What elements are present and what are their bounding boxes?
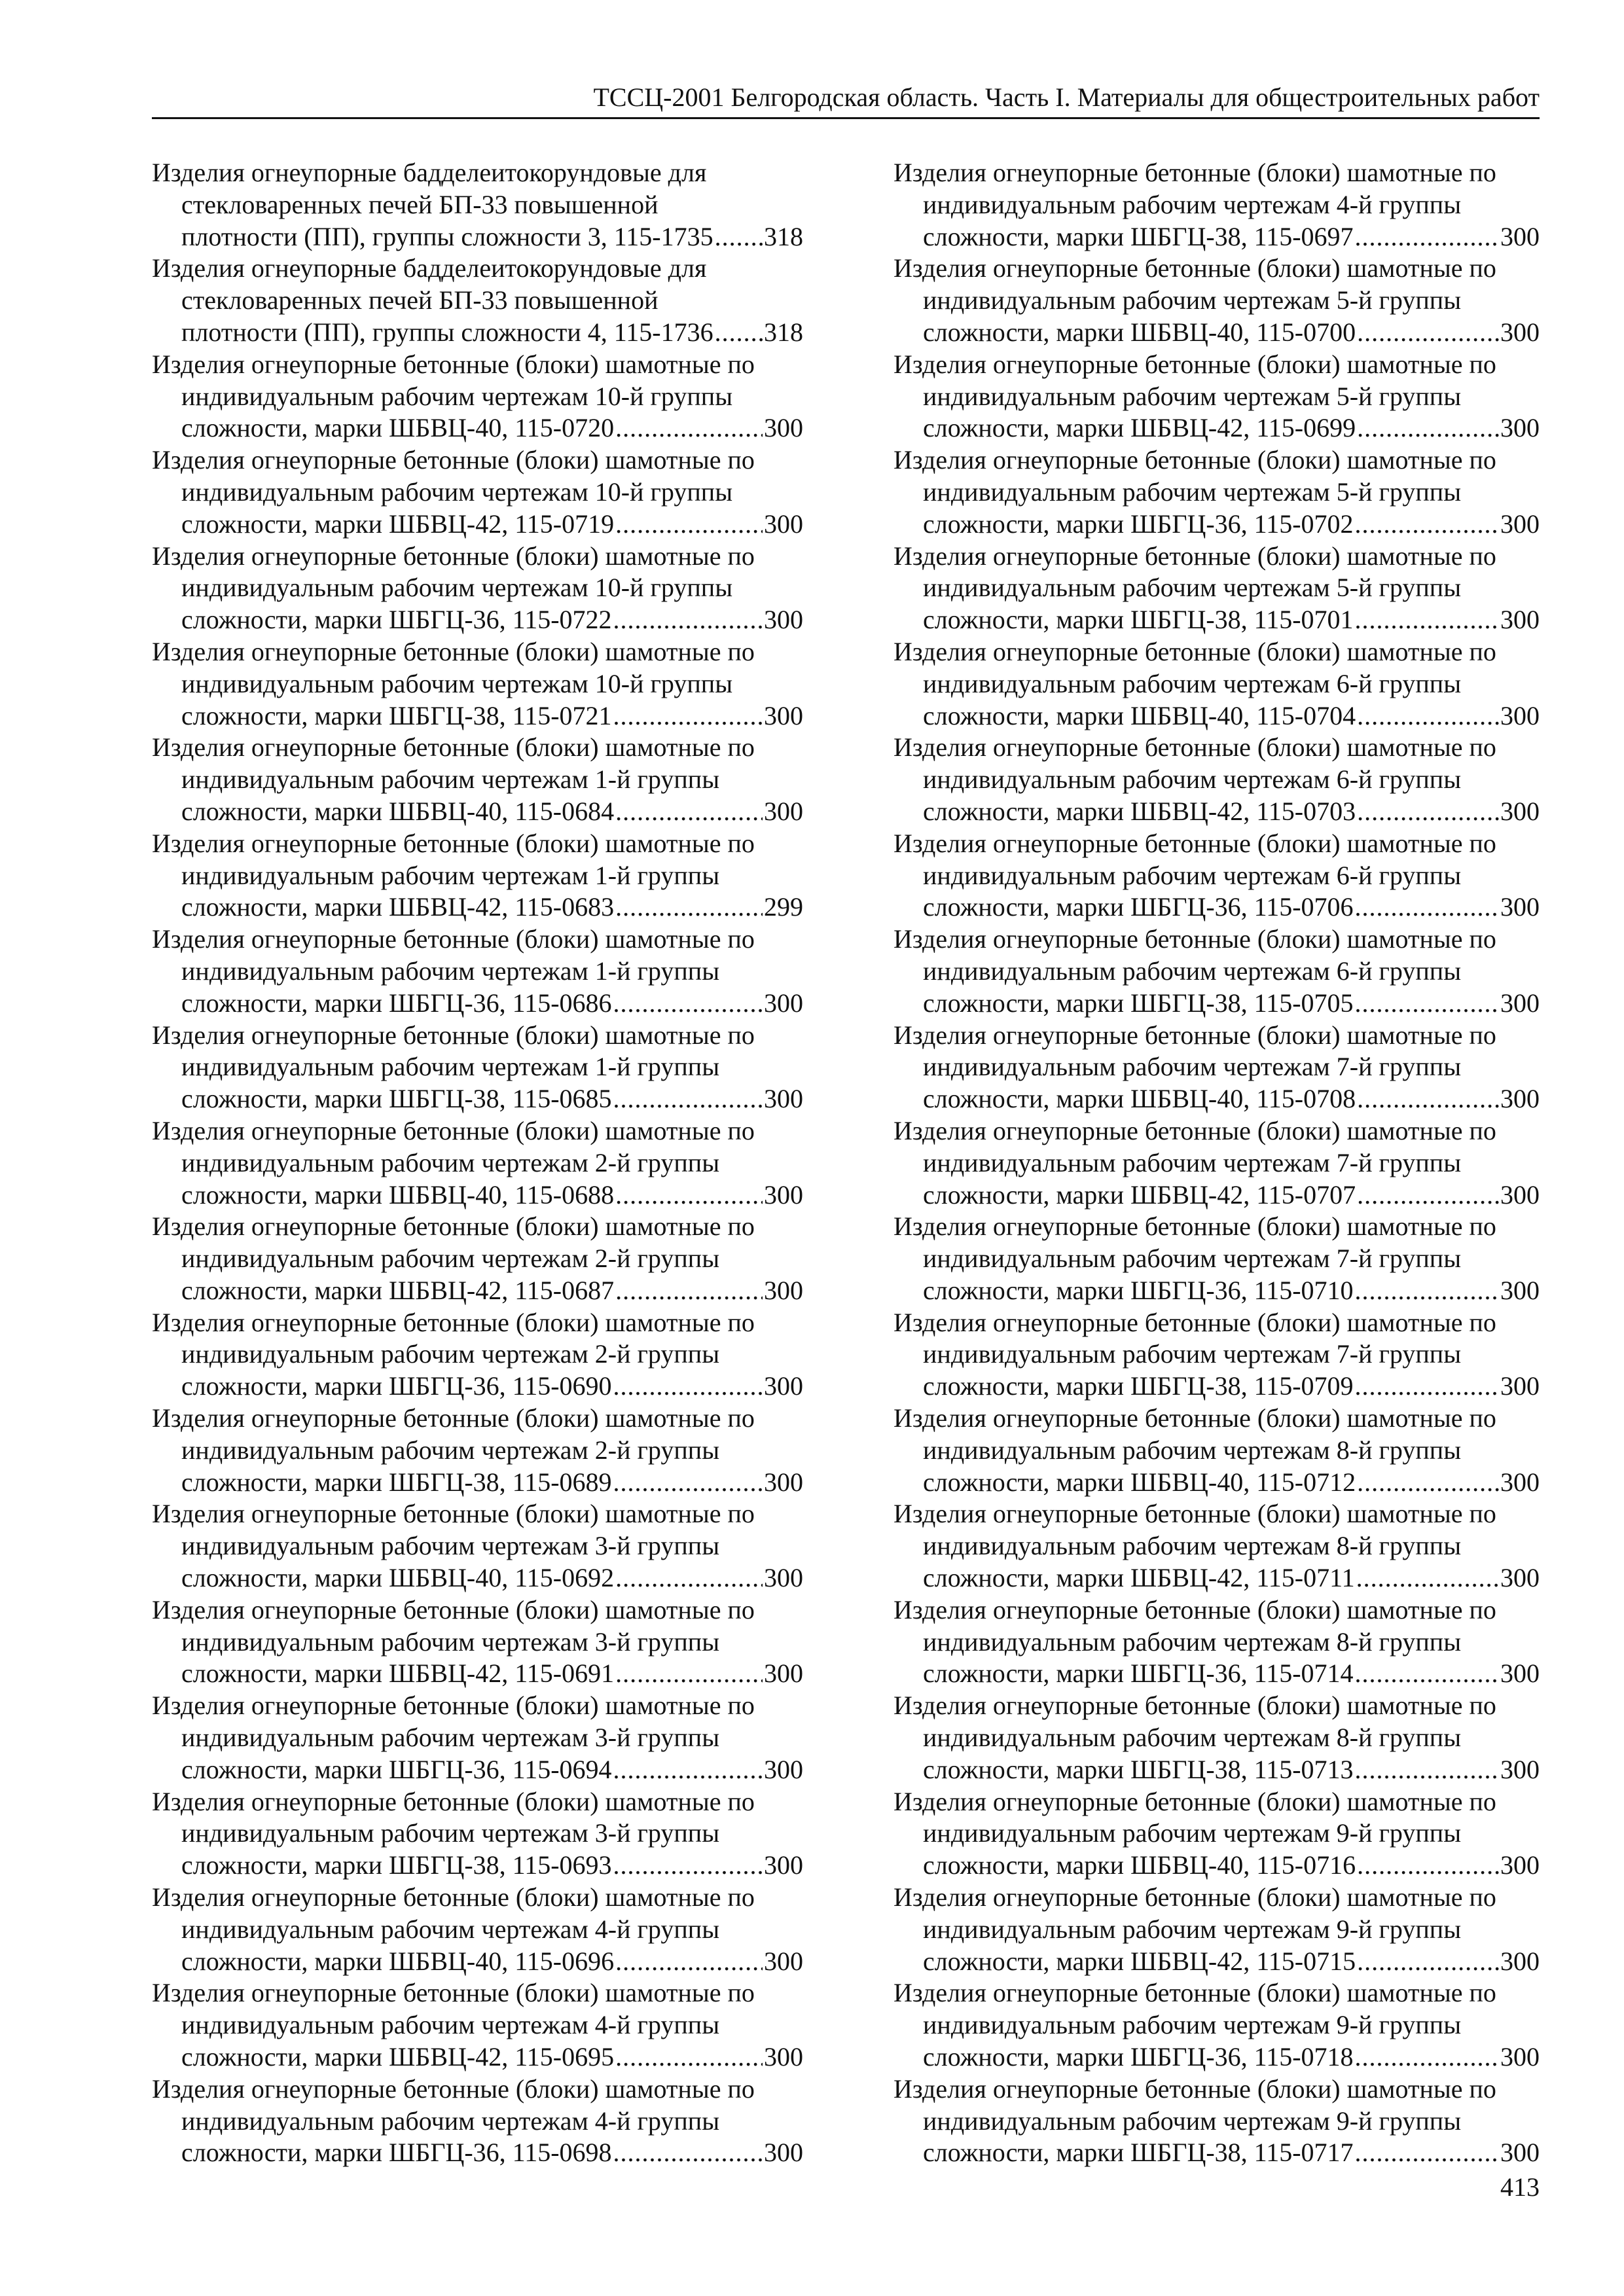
- entry-last-line: [893, 1179, 1540, 1211]
- entry-text-line: индивидуальным рабочим чертежам 4-й группы: [181, 2106, 720, 2136]
- entry-text-line: сложности, марки ШБГЦ-38, 115-0689: [181, 1467, 612, 1497]
- entry-text-line: Изделия огнеупорные бетонные (блоки) шамотные по: [893, 253, 1496, 283]
- index-entry: [152, 636, 803, 732]
- dot-leader: [1356, 1562, 1499, 1594]
- entry-text-line: Изделия огнеупорные бетонные (блоки) шамотные по: [152, 1594, 755, 1624]
- entry-last-line: [893, 1275, 1540, 1307]
- entry-text-line: индивидуальным рабочим чертежам 7-й группы: [923, 1339, 1462, 1369]
- entry-text-line: индивидуальным рабочим чертежам 8-й группы: [923, 1626, 1462, 1657]
- entry-page-number: 300: [1500, 1946, 1540, 1976]
- dot-leader: [613, 1083, 763, 1115]
- entry-page-number: 300: [764, 1084, 803, 1114]
- entry-text-line: сложности, марки ШБГЦ-38, 115-0701: [923, 605, 1354, 635]
- dot-leader: [615, 412, 763, 444]
- entry-text-line: Изделия огнеупорные бетонные (блоки) шамотные по: [893, 158, 1496, 187]
- index-entry: [893, 1307, 1540, 1403]
- dot-leader: [1355, 2041, 1499, 2073]
- entry-page-number: 300: [764, 1850, 803, 1880]
- entry-text-line: индивидуальным рабочим чертежам 2-й группы: [181, 1339, 720, 1369]
- entry-last-line: [152, 221, 803, 253]
- entry-text-line: Изделия огнеупорные бетонные (блоки) шамотные по: [893, 2073, 1496, 2104]
- entry-page-number: 300: [764, 1275, 803, 1305]
- entry-page-number: 300: [764, 413, 803, 443]
- entry-last-line: [152, 1658, 803, 1690]
- entry-page-number: 299: [764, 892, 803, 922]
- entry-text-line: индивидуальным рабочим чертежам 8-й группы: [923, 1531, 1462, 1561]
- entry-page-number: 300: [764, 2042, 803, 2072]
- index-entry: [893, 636, 1540, 732]
- entry-text-line: сложности, марки ШБВЦ-40, 115-0692: [181, 1563, 615, 1593]
- entry-text-line: индивидуальным рабочим чертежам 3-й группы: [181, 1626, 720, 1657]
- index-entry: [152, 828, 803, 924]
- index-entry: [893, 924, 1540, 1019]
- entry-page-number: 318: [764, 221, 803, 251]
- entry-text-line: плотности (ПП), группы сложности 3, 115-1735: [181, 221, 713, 251]
- entry-text-line: индивидуальным рабочим чертежам 5-й группы: [923, 381, 1462, 411]
- entry-text-line: индивидуальным рабочим чертежам 9-й группы: [923, 1914, 1462, 1944]
- entry-last-line: [893, 1083, 1540, 1115]
- entry-text-line: Изделия огнеупорные бетонные (блоки) шамотные по: [893, 1020, 1496, 1050]
- entry-page-number: 300: [764, 988, 803, 1018]
- index-entry: [152, 157, 803, 253]
- entry-text-line: индивидуальным рабочим чертежам 8-й группы: [923, 1723, 1462, 1753]
- entry-text-line: Изделия огнеупорные бетонные (блоки) шамотные по: [152, 1786, 755, 1816]
- entry-text-line: Изделия огнеупорные бетонные (блоки) шамотные по: [152, 1499, 755, 1529]
- dot-leader: [615, 509, 763, 541]
- entry-text-line: индивидуальным рабочим чертежам 9-й группы: [923, 2010, 1462, 2040]
- entry-text-line: Изделия огнеупорные бетонные (блоки) шамотные по: [152, 828, 755, 858]
- entry-last-line: [152, 1467, 803, 1499]
- entry-text-line: индивидуальным рабочим чертежам 7-й группы: [923, 1147, 1462, 1177]
- entry-page-number: 300: [1500, 1467, 1540, 1497]
- entry-text-line: Изделия огнеупорные бетонные (блоки) шамотные по: [893, 349, 1496, 379]
- entry-last-line: [152, 700, 803, 732]
- dot-leader: [1355, 2137, 1499, 2169]
- index-entry: [152, 541, 803, 636]
- entry-last-line: [152, 891, 803, 924]
- index-entry: [152, 1594, 803, 1690]
- entry-text-line: индивидуальным рабочим чертежам 6-й группы: [923, 668, 1462, 698]
- running-header: ТССЦ-2001 Белгородская область. Часть I. Материалы для общестроительных работ: [593, 82, 1540, 112]
- entry-text-line: индивидуальным рабочим чертежам 5-й группы: [923, 573, 1462, 603]
- entry-text-line: сложности, марки ШБВЦ-40, 115-0700: [923, 317, 1356, 347]
- entry-last-line: [152, 317, 803, 349]
- entry-text-line: плотности (ПП), группы сложности 4, 115-1736: [181, 317, 713, 347]
- index-entry: [893, 157, 1540, 253]
- dot-leader: [613, 1467, 763, 1499]
- entry-text-line: индивидуальным рабочим чертежам 1-й группы: [181, 1052, 720, 1082]
- entry-text-line: сложности, марки ШБВЦ-42, 115-0699: [923, 413, 1356, 443]
- index-entry: [152, 1211, 803, 1306]
- entry-text-line: сложности, марки ШБВЦ-42, 115-0687: [181, 1275, 615, 1305]
- dot-leader: [1357, 317, 1499, 349]
- entry-last-line: [893, 221, 1540, 253]
- entry-text-line: сложности, марки ШБВЦ-42, 115-0695: [181, 2042, 615, 2072]
- entry-text-line: индивидуальным рабочим чертежам 7-й группы: [923, 1244, 1462, 1274]
- index-entry: [152, 444, 803, 540]
- entry-text-line: Изделия огнеупорные бадделеитокорундовые для: [152, 253, 707, 283]
- entry-page-number: 300: [1500, 1084, 1540, 1114]
- entry-last-line: [893, 509, 1540, 541]
- entry-text-line: сложности, марки ШБГЦ-38, 115-0705: [923, 988, 1354, 1018]
- entry-text-line: сложности, марки ШБВЦ-42, 115-0719: [181, 509, 615, 539]
- entry-text-line: сложности, марки ШБВЦ-40, 115-0684: [181, 796, 615, 826]
- dot-leader: [1355, 891, 1499, 924]
- entry-text-line: сложности, марки ШБГЦ-36, 115-0710: [923, 1275, 1354, 1305]
- entry-last-line: [893, 1850, 1540, 1882]
- entry-text-line: сложности, марки ШБГЦ-36, 115-0686: [181, 988, 612, 1018]
- entry-page-number: 318: [764, 317, 803, 347]
- index-entry: [893, 1211, 1540, 1306]
- entry-text-line: индивидуальным рабочим чертежам 6-й группы: [923, 956, 1462, 986]
- entry-text-line: индивидуальным рабочим чертежам 10-й группы: [181, 573, 733, 603]
- entry-text-line: Изделия огнеупорные бетонные (блоки) шамотные по: [893, 1691, 1496, 1721]
- entry-text-line: индивидуальным рабочим чертежам 3-й группы: [181, 1531, 720, 1561]
- entry-last-line: [893, 317, 1540, 349]
- entry-last-line: [152, 604, 803, 636]
- entry-text-line: сложности, марки ШБВЦ-40, 115-0704: [923, 700, 1356, 730]
- entry-last-line: [893, 796, 1540, 828]
- dot-leader: [1357, 412, 1499, 444]
- index-entry: [893, 444, 1540, 540]
- index-entry: [893, 541, 1540, 636]
- entry-last-line: [152, 1083, 803, 1115]
- dot-leader: [1357, 1467, 1499, 1499]
- header-rule: [152, 117, 1540, 119]
- entry-text-line: сложности, марки ШБГЦ-38, 115-0713: [923, 1754, 1354, 1784]
- dot-leader: [1355, 988, 1499, 1020]
- entry-last-line: [893, 412, 1540, 444]
- entry-text-line: Изделия огнеупорные бетонные (блоки) шамотные по: [152, 1691, 755, 1721]
- entry-text-line: Изделия огнеупорные бетонные (блоки) шамотные по: [893, 1499, 1496, 1529]
- entry-text-line: Изделия огнеупорные бетонные (блоки) шамотные по: [893, 1211, 1496, 1242]
- entry-text-line: Изделия огнеупорные бетонные (блоки) шамотные по: [152, 732, 755, 762]
- index-entry: [152, 253, 803, 348]
- entry-page-number: 300: [1500, 2042, 1540, 2072]
- entry-text-line: сложности, марки ШБГЦ-36, 115-0698: [181, 2138, 612, 2168]
- entry-page-number: 300: [764, 700, 803, 730]
- index-entry: [152, 1882, 803, 1977]
- entry-text-line: индивидуальным рабочим чертежам 1-й группы: [181, 764, 720, 795]
- dot-leader: [715, 221, 763, 253]
- entry-last-line: [152, 1754, 803, 1786]
- entry-text-line: индивидуальным рабочим чертежам 3-й группы: [181, 1818, 720, 1848]
- entry-text-line: сложности, марки ШБВЦ-42, 115-0711: [923, 1563, 1355, 1593]
- entry-page-number: 300: [764, 2138, 803, 2168]
- entry-page-number: 300: [764, 509, 803, 539]
- entry-page-number: 300: [1500, 317, 1540, 347]
- entry-text-line: Изделия огнеупорные бетонные (блоки) шамотные по: [152, 1211, 755, 1242]
- entry-last-line: [893, 2041, 1540, 2073]
- entry-text-line: сложности, марки ШБГЦ-36, 115-0714: [923, 1659, 1354, 1689]
- entry-page-number: 300: [1500, 988, 1540, 1018]
- entry-last-line: [893, 1562, 1540, 1594]
- dot-leader: [613, 2137, 763, 2169]
- index-entry: [152, 1498, 803, 1594]
- index-entry: [152, 1977, 803, 2073]
- entry-last-line: [893, 1371, 1540, 1403]
- entry-text-line: сложности, марки ШБГЦ-38, 115-0693: [181, 1850, 612, 1880]
- index-entry: [893, 732, 1540, 827]
- entry-text-line: индивидуальным рабочим чертежам 1-й группы: [181, 956, 720, 986]
- entry-last-line: [152, 1275, 803, 1307]
- dot-leader: [615, 1275, 763, 1307]
- dot-leader: [615, 891, 763, 924]
- entry-text-line: индивидуальным рабочим чертежам 5-й группы: [923, 476, 1462, 507]
- entry-text-line: индивидуальным рабочим чертежам 2-й группы: [181, 1244, 720, 1274]
- entry-page-number: 300: [1500, 796, 1540, 826]
- index-entry: [152, 924, 803, 1019]
- entry-text-line: сложности, марки ШБГЦ-38, 115-0717: [923, 2138, 1354, 2168]
- entry-last-line: [893, 1754, 1540, 1786]
- dot-leader: [615, 796, 763, 828]
- entry-text-line: индивидуальным рабочим чертежам 10-й группы: [181, 381, 733, 411]
- entry-text-line: сложности, марки ШБГЦ-38, 115-0709: [923, 1371, 1354, 1401]
- page-number: 413: [1500, 2172, 1540, 2202]
- dot-leader: [715, 317, 763, 349]
- entry-text-line: Изделия огнеупорные бетонные (блоки) шамотные по: [893, 636, 1496, 666]
- entry-text-line: Изделия огнеупорные бетонные (блоки) шамотные по: [893, 1403, 1496, 1433]
- entry-text-line: индивидуальным рабочим чертежам 10-й группы: [181, 476, 733, 507]
- entry-page-number: 300: [1500, 1179, 1540, 1210]
- index-entry: [893, 253, 1540, 348]
- entry-page-number: 300: [764, 1467, 803, 1497]
- entry-page-number: 300: [764, 1371, 803, 1401]
- dot-leader: [1355, 1371, 1499, 1403]
- dot-leader: [1357, 1083, 1499, 1115]
- entry-text-line: индивидуальным рабочим чертежам 4-й группы: [181, 1914, 720, 1944]
- entry-text-line: сложности, марки ШБГЦ-36, 115-0718: [923, 2042, 1354, 2072]
- index-entry: [152, 1690, 803, 1785]
- entry-text-line: Изделия огнеупорные бетонные (блоки) шамотные по: [152, 1978, 755, 2008]
- index-entry: [893, 1594, 1540, 1690]
- dot-leader: [1355, 1754, 1499, 1786]
- entry-page-number: 300: [1500, 221, 1540, 251]
- entry-text-line: стекловаренных печей БП-33 повышенной: [181, 285, 659, 315]
- entry-text-line: Изделия огнеупорные бетонные (блоки) шамотные по: [152, 1403, 755, 1433]
- entry-text-line: сложности, марки ШБГЦ-38, 115-0685: [181, 1084, 612, 1114]
- entry-page-number: 300: [1500, 892, 1540, 922]
- index-entry: [152, 349, 803, 444]
- entry-text-line: Изделия огнеупорные бетонные (блоки) шамотные по: [152, 924, 755, 954]
- entry-text-line: сложности, марки ШБГЦ-36, 115-0722: [181, 605, 612, 635]
- entry-page-number: 300: [1500, 1659, 1540, 1689]
- entry-text-line: индивидуальным рабочим чертежам 4-й группы: [181, 2010, 720, 2040]
- index-column-left: [152, 157, 803, 2169]
- entry-text-line: Изделия огнеупорные бетонные (блоки) шамотные по: [893, 1115, 1496, 1145]
- entry-text-line: индивидуальным рабочим чертежам 8-й группы: [923, 1435, 1462, 1465]
- dot-leader: [615, 1946, 763, 1978]
- dot-leader: [613, 604, 763, 636]
- entry-last-line: [893, 1467, 1540, 1499]
- entry-last-line: [152, 509, 803, 541]
- entry-text-line: Изделия огнеупорные бетонные (блоки) шамотные по: [893, 1786, 1496, 1816]
- entry-last-line: [152, 1850, 803, 1882]
- index-entry: [152, 1403, 803, 1498]
- index-entry: [893, 1115, 1540, 1211]
- entry-text-line: Изделия огнеупорные бетонные (блоки) шамотные по: [152, 541, 755, 571]
- entry-text-line: Изделия огнеупорные бетонные (блоки) шамотные по: [893, 1307, 1496, 1337]
- entry-text-line: Изделия огнеупорные бетонные (блоки) шамотные по: [893, 732, 1496, 762]
- entry-text-line: Изделия огнеупорные бетонные (блоки) шамотные по: [152, 636, 755, 666]
- dot-leader: [613, 1371, 763, 1403]
- index-column-right: [893, 157, 1540, 2169]
- dot-leader: [613, 1850, 763, 1882]
- entry-page-number: 300: [764, 796, 803, 826]
- index-entry: [893, 349, 1540, 444]
- entry-page-number: 300: [1500, 1563, 1540, 1593]
- entry-text-line: сложности, марки ШБВЦ-40, 115-0716: [923, 1850, 1356, 1880]
- entry-text-line: индивидуальным рабочим чертежам 2-й группы: [181, 1147, 720, 1177]
- entry-page-number: 300: [1500, 605, 1540, 635]
- index-entry: [152, 1020, 803, 1115]
- entry-text-line: Изделия огнеупорные бадделеитокорундовые для: [152, 158, 707, 187]
- entry-last-line: [152, 1562, 803, 1594]
- entry-text-line: Изделия огнеупорные бетонные (блоки) шамотные по: [152, 1115, 755, 1145]
- dot-leader: [1355, 221, 1499, 253]
- dot-leader: [1355, 604, 1499, 636]
- index-entry: [893, 1786, 1540, 1882]
- entry-text-line: сложности, марки ШБВЦ-40, 115-0696: [181, 1946, 615, 1976]
- dot-leader: [1357, 1179, 1499, 1211]
- entry-page-number: 300: [1500, 1754, 1540, 1784]
- entry-last-line: [893, 891, 1540, 924]
- index-entry: [893, 1498, 1540, 1594]
- entry-page-number: 300: [764, 1659, 803, 1689]
- index-entry: [893, 1020, 1540, 1115]
- index-entry: [152, 2073, 803, 2169]
- entry-text-line: индивидуальным рабочим чертежам 6-й группы: [923, 860, 1462, 890]
- entry-text-line: Изделия огнеупорные бетонные (блоки) шамотные по: [893, 1594, 1496, 1624]
- entry-text-line: Изделия огнеупорные бетонные (блоки) шамотные по: [893, 1978, 1496, 2008]
- entry-text-line: индивидуальным рабочим чертежам 1-й группы: [181, 860, 720, 890]
- entry-text-line: сложности, марки ШБВЦ-42, 115-0703: [923, 796, 1356, 826]
- entry-page-number: 300: [764, 1563, 803, 1593]
- dot-leader: [613, 700, 763, 732]
- entry-last-line: [152, 988, 803, 1020]
- entry-last-line: [152, 1946, 803, 1978]
- entry-text-line: сложности, марки ШБГЦ-38, 115-0697: [923, 221, 1354, 251]
- index-entry: [893, 1977, 1540, 2073]
- entry-last-line: [893, 700, 1540, 732]
- entry-text-line: индивидуальным рабочим чертежам 3-й группы: [181, 1723, 720, 1753]
- entry-text-line: сложности, марки ШБГЦ-36, 115-0706: [923, 892, 1354, 922]
- entry-text-line: Изделия огнеупорные бетонные (блоки) шамотные по: [152, 2073, 755, 2104]
- entry-last-line: [893, 2137, 1540, 2169]
- dot-leader: [1355, 509, 1499, 541]
- entry-text-line: Изделия огнеупорные бетонные (блоки) шамотные по: [893, 828, 1496, 858]
- dot-leader: [1357, 796, 1499, 828]
- entry-text-line: сложности, марки ШБВЦ-40, 115-0688: [181, 1179, 615, 1210]
- entry-text-line: индивидуальным рабочим чертежам 9-й группы: [923, 2106, 1462, 2136]
- entry-last-line: [152, 2041, 803, 2073]
- entry-text-line: Изделия огнеупорные бетонные (блоки) шамотные по: [152, 1882, 755, 1912]
- entry-page-number: 300: [764, 605, 803, 635]
- entry-last-line: [152, 796, 803, 828]
- entry-text-line: сложности, марки ШБГЦ-36, 115-0690: [181, 1371, 612, 1401]
- entry-text-line: Изделия огнеупорные бетонные (блоки) шамотные по: [893, 445, 1496, 475]
- entry-last-line: [893, 604, 1540, 636]
- entry-page-number: 300: [1500, 509, 1540, 539]
- entry-text-line: Изделия огнеупорные бетонные (блоки) шамотные по: [152, 349, 755, 379]
- index-entry: [152, 1307, 803, 1403]
- entry-text-line: сложности, марки ШБВЦ-42, 115-0715: [923, 1946, 1356, 1976]
- entry-text-line: сложности, марки ШБВЦ-40, 115-0720: [181, 413, 615, 443]
- entry-page-number: 300: [1500, 1371, 1540, 1401]
- entry-text-line: индивидуальным рабочим чертежам 10-й группы: [181, 668, 733, 698]
- index-entry: [152, 732, 803, 827]
- entry-text-line: индивидуальным рабочим чертежам 4-й группы: [923, 189, 1462, 219]
- entry-text-line: сложности, марки ШБВЦ-40, 115-0712: [923, 1467, 1356, 1497]
- entry-last-line: [893, 988, 1540, 1020]
- dot-leader: [1357, 1850, 1499, 1882]
- entry-text-line: индивидуальным рабочим чертежам 9-й группы: [923, 1818, 1462, 1848]
- entry-text-line: Изделия огнеупорные бетонные (блоки) шамотные по: [893, 541, 1496, 571]
- entry-text-line: Изделия огнеупорные бетонные (блоки) шамотные по: [152, 445, 755, 475]
- entry-page-number: 300: [1500, 413, 1540, 443]
- entry-last-line: [893, 1658, 1540, 1690]
- dot-leader: [1355, 1658, 1499, 1690]
- dot-leader: [615, 1179, 763, 1211]
- index-entry: [893, 828, 1540, 924]
- entry-last-line: [152, 1179, 803, 1211]
- dot-leader: [1355, 1275, 1499, 1307]
- index-entry: [152, 1115, 803, 1211]
- entry-page-number: 300: [1500, 1850, 1540, 1880]
- entry-page-number: 300: [1500, 1275, 1540, 1305]
- entry-last-line: [152, 412, 803, 444]
- entry-last-line: [152, 1371, 803, 1403]
- entry-text-line: сложности, марки ШБГЦ-36, 115-0702: [923, 509, 1354, 539]
- dot-leader: [1357, 1946, 1499, 1978]
- dot-leader: [613, 988, 763, 1020]
- entry-text-line: Изделия огнеупорные бетонные (блоки) шамотные по: [893, 924, 1496, 954]
- entry-text-line: сложности, марки ШБВЦ-42, 115-0691: [181, 1659, 615, 1689]
- entry-text-line: сложности, марки ШБВЦ-42, 115-0683: [181, 892, 615, 922]
- dot-leader: [615, 2041, 763, 2073]
- index-entry: [893, 1690, 1540, 1785]
- dot-leader: [613, 1754, 763, 1786]
- dot-leader: [1357, 700, 1499, 732]
- dot-leader: [615, 1658, 763, 1690]
- entry-text-line: стекловаренных печей БП-33 повышенной: [181, 189, 659, 219]
- entry-text-line: индивидуальным рабочим чертежам 7-й группы: [923, 1052, 1462, 1082]
- entry-page-number: 300: [1500, 2138, 1540, 2168]
- entry-last-line: [152, 2137, 803, 2169]
- dot-leader: [615, 1562, 763, 1594]
- index-entry: [893, 2073, 1540, 2169]
- entry-page-number: 300: [764, 1179, 803, 1210]
- entry-text-line: индивидуальным рабочим чертежам 5-й группы: [923, 285, 1462, 315]
- entry-page-number: 300: [1500, 700, 1540, 730]
- entry-text-line: сложности, марки ШБГЦ-36, 115-0694: [181, 1754, 612, 1784]
- entry-text-line: сложности, марки ШБГЦ-38, 115-0721: [181, 700, 612, 730]
- entry-text-line: Изделия огнеупорные бетонные (блоки) шамотные по: [893, 1882, 1496, 1912]
- index-entry: [152, 1786, 803, 1882]
- entry-text-line: Изделия огнеупорные бетонные (блоки) шамотные по: [152, 1020, 755, 1050]
- entry-text-line: сложности, марки ШБВЦ-42, 115-0707: [923, 1179, 1356, 1210]
- entry-text-line: сложности, марки ШБВЦ-40, 115-0708: [923, 1084, 1356, 1114]
- entry-page-number: 300: [764, 1754, 803, 1784]
- index-entry: [893, 1882, 1540, 1977]
- entry-text-line: индивидуальным рабочим чертежам 2-й группы: [181, 1435, 720, 1465]
- entry-text-line: Изделия огнеупорные бетонные (блоки) шамотные по: [152, 1307, 755, 1337]
- entry-last-line: [893, 1946, 1540, 1978]
- entry-text-line: индивидуальным рабочим чертежам 6-й группы: [923, 764, 1462, 795]
- entry-page-number: 300: [764, 1946, 803, 1976]
- index-entry: [893, 1403, 1540, 1498]
